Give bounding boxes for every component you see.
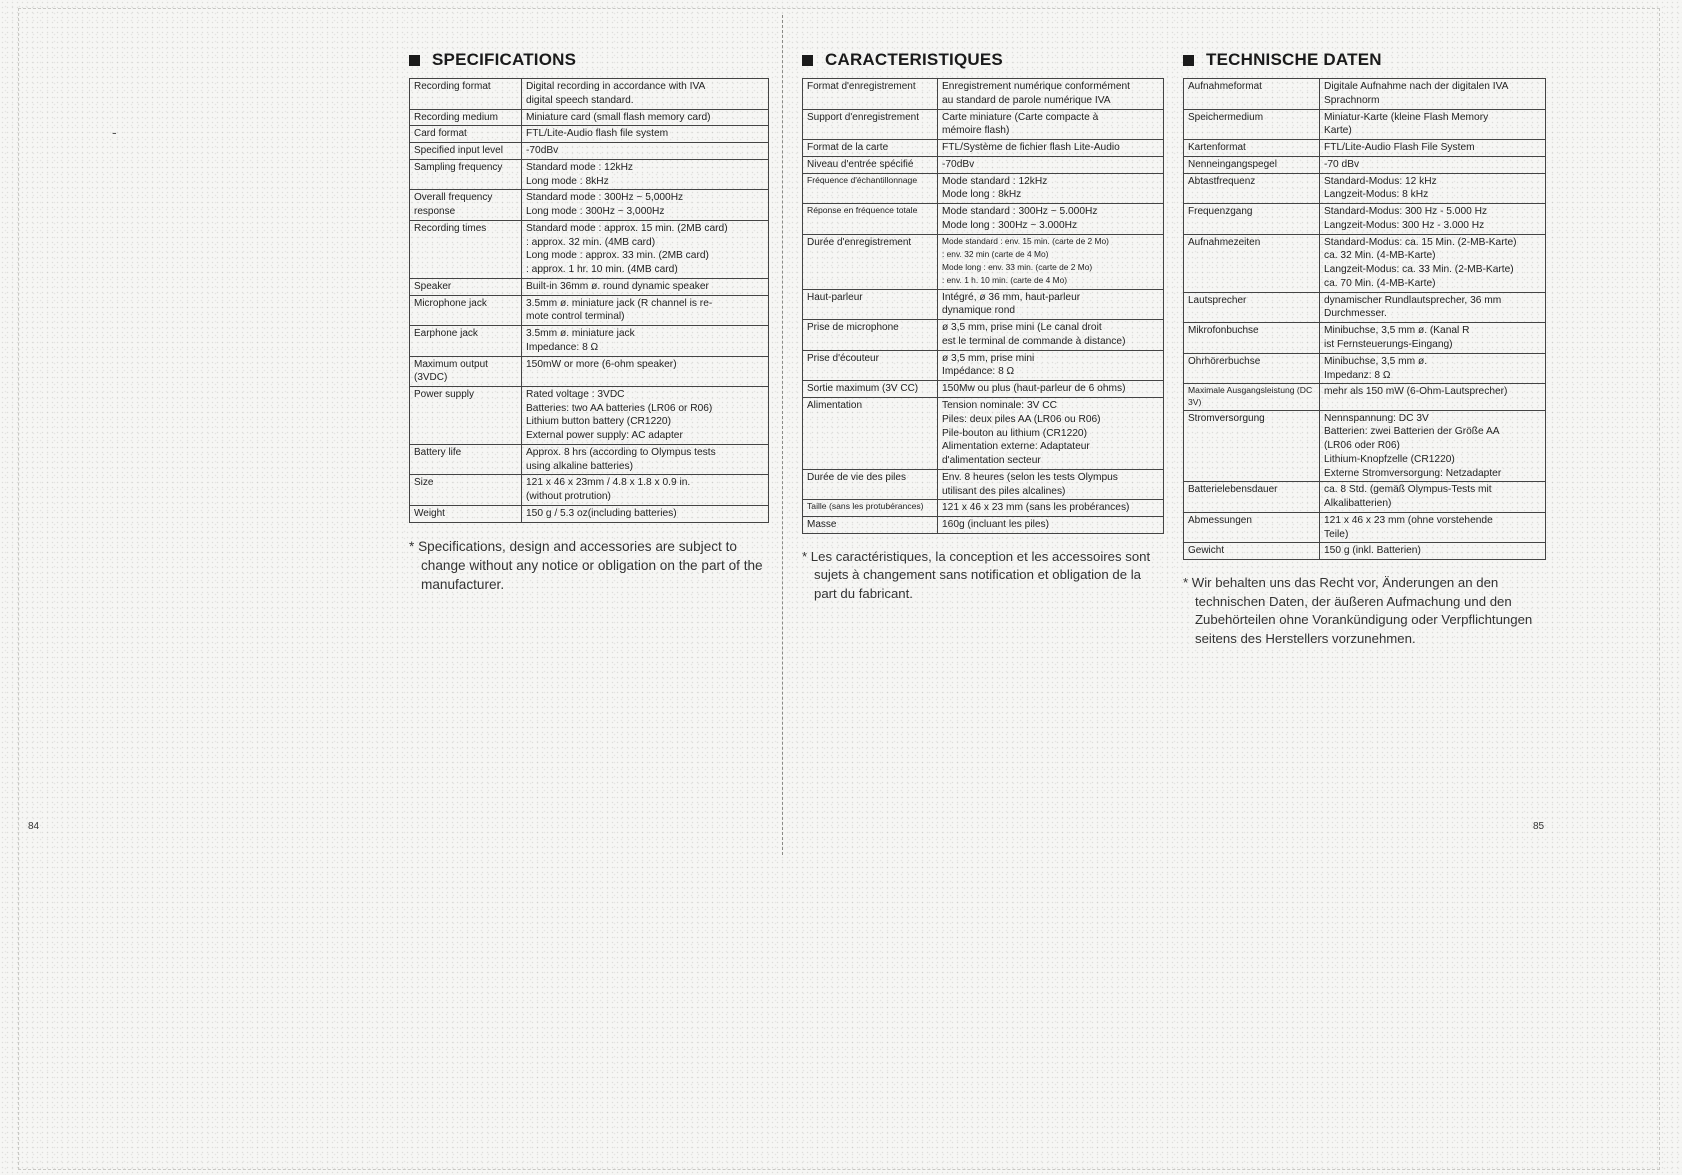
spec-value-line: Externe Stromversorgung: Netzadapter: [1324, 467, 1502, 479]
spec-value-line: Digitale Aufnahme nach der digitalen IVA: [1324, 81, 1509, 92]
spec-row: [1184, 204, 1546, 235]
spec-key: Nenneingangspegel: [1184, 156, 1320, 173]
spec-value: [1320, 482, 1546, 513]
spec-row: [410, 220, 769, 278]
specifications-column-french: [802, 50, 1164, 603]
specifications-column-german: [1183, 50, 1546, 648]
spec-value-line: Carte miniature (Carte compacte à: [942, 111, 1099, 123]
spec-value-line: 3.5mm ø. miniature jack (R channel is re-: [526, 297, 713, 309]
spec-value-line: Long mode : approx. 33 min. (2MB card): [526, 250, 709, 262]
spec-key: Aufnahmezeiten: [1184, 234, 1320, 292]
spec-value: [522, 475, 769, 506]
spec-key: Prise d'écouteur: [803, 350, 938, 381]
spec-key: Weight: [410, 505, 522, 522]
spec-value-line: Built-in 36mm ø. round dynamic speaker: [526, 280, 709, 292]
spec-value: [1320, 173, 1546, 204]
spec-key: Haut-parleur: [803, 289, 938, 320]
spec-row: [1184, 79, 1546, 110]
spec-value-line: Piles: deux piles AA (LR06 ou R06): [942, 413, 1101, 425]
spec-row: [1184, 543, 1546, 560]
spec-key: Support d'enregistrement: [803, 109, 938, 140]
spec-value-line: -70dBv: [942, 158, 975, 170]
page-number-right: 85: [1533, 821, 1545, 832]
spec-key: Niveau d'entrée spécifié: [803, 156, 938, 173]
spec-value-line: 121 x 46 x 23mm / 4.8 x 1.8 x 0.9 in.: [526, 477, 691, 489]
spec-key: Lautsprecher: [1184, 292, 1320, 323]
spec-key: Taille (sans les protubérances): [803, 500, 938, 517]
spec-value: [938, 289, 1164, 320]
spec-row: [1184, 292, 1546, 323]
spec-key: Durée de vie des piles: [803, 469, 938, 500]
spec-value-line: (without protrution): [526, 491, 611, 503]
spec-value-line: Pile-bouton au lithium (CR1220): [942, 427, 1087, 439]
spec-value: [938, 398, 1164, 470]
spec-key: Card format: [410, 126, 522, 143]
spec-value: [938, 173, 1164, 204]
spec-value-line: Enregistrement numérique conformément: [942, 81, 1130, 92]
spec-value: [1320, 353, 1546, 384]
spec-value: [1320, 79, 1546, 110]
spec-key: Aufnahmeformat: [1184, 79, 1320, 110]
spec-row: [1184, 384, 1546, 410]
spec-row: [410, 444, 769, 475]
spec-row: [1184, 353, 1546, 384]
section-heading-english: [409, 50, 769, 70]
spec-value-line: 121 x 46 x 23 mm (ohne vorstehende: [1324, 514, 1493, 526]
spec-value: [522, 159, 769, 190]
spec-row: [410, 505, 769, 522]
spec-value-line: 121 x 46 x 23 mm (sans les probérances): [942, 502, 1130, 514]
spec-value: [938, 381, 1164, 398]
spec-value: [1320, 384, 1546, 410]
spec-row: [803, 140, 1164, 157]
spec-value-line: FTL/Lite-Audio Flash File System: [1324, 142, 1475, 154]
spec-row: [410, 386, 769, 444]
spec-value-line: Mode long : 300Hz ~ 3.000Hz: [942, 219, 1078, 231]
spec-value-line: (LR06 oder R06): [1324, 440, 1400, 452]
spec-value-line: Standard-Modus: 12 kHz: [1324, 175, 1437, 187]
spec-value-line: dynamischer Rundlautsprecher, 36 mm: [1324, 294, 1502, 306]
spec-value-line: Mode long : env. 33 min. (carte de 2 Mo): [942, 261, 1093, 272]
spec-value-line: Miniatur-Karte (kleine Flash Memory: [1324, 111, 1489, 123]
spec-value-line: FTL/Système de fichier flash Lite-Audio: [942, 142, 1120, 154]
spec-value-line: au standard de parole numérique IVA: [942, 94, 1111, 106]
spec-value-line: Mode long : 8kHz: [942, 189, 1022, 201]
spec-value-line: : approx. 1 hr. 10 min. (4MB card): [526, 264, 678, 276]
spec-value-line: Impédance: 8 Ω: [942, 366, 1015, 378]
spec-key: Abmessungen: [1184, 512, 1320, 543]
spec-key: Alimentation: [803, 398, 938, 470]
spec-table-body: [803, 79, 1164, 534]
spec-value: [522, 356, 769, 386]
spec-value-line: -70 dBv: [1324, 158, 1360, 170]
spec-key: Abtastfrequenz: [1184, 173, 1320, 204]
spec-value-line: mehr als 150 mW (6-Ohm-Lautsprecher): [1324, 386, 1508, 398]
spec-value: [1320, 292, 1546, 323]
spec-value-line: Alimentation externe: Adaptateur: [942, 441, 1090, 453]
spec-value-line: 150 g / 5.3 oz(including batteries): [526, 507, 677, 519]
spec-row: [1184, 512, 1546, 543]
footnote-english: * Specifications, design and accessories are subject to change without any notice or obligation on the part of the manufacturer.: [409, 538, 763, 592]
spec-row: [1184, 140, 1546, 157]
spec-value: [938, 204, 1164, 235]
spec-key: Format d'enregistrement: [803, 79, 938, 110]
spec-key: Réponse en fréquence totale: [803, 204, 938, 235]
spec-key: Recording medium: [410, 109, 522, 126]
spec-value-line: ø 3,5 mm, prise mini: [942, 352, 1035, 364]
spec-value-line: Rated voltage : 3VDC: [526, 388, 625, 400]
spec-value-line: Nennspannung: DC 3V: [1324, 412, 1429, 424]
spec-value: [1320, 156, 1546, 173]
spec-value-line: using alkaline batteries): [526, 460, 634, 472]
spec-key: Recording times: [410, 220, 522, 278]
spec-value-line: External power supply: AC adapter: [526, 430, 683, 442]
spec-value-line: Mode standard : env. 15 min. (carte de 2 Mo): [942, 235, 1109, 246]
spec-value-line: Durchmesser.: [1324, 308, 1387, 320]
spec-value-line: Karte): [1324, 125, 1352, 137]
spec-value: [938, 156, 1164, 173]
spec-row: [410, 126, 769, 143]
spec-row: [803, 234, 1164, 289]
spec-value: [1320, 140, 1546, 157]
spec-row: [410, 356, 769, 386]
spec-value-line: 160g (incluant les piles): [942, 519, 1050, 531]
spec-key: Earphone jack: [410, 326, 522, 357]
spec-row: [1184, 156, 1546, 173]
spec-key: Mikrofonbuchse: [1184, 323, 1320, 354]
spec-value: [522, 505, 769, 522]
spec-value: [522, 143, 769, 160]
spec-key: Size: [410, 475, 522, 506]
spec-row: [803, 500, 1164, 517]
spec-value-line: mote control terminal): [526, 311, 625, 323]
spec-value-line: est le terminal de commande à distance): [942, 335, 1126, 347]
spec-value-line: Impedanz: 8 Ω: [1324, 369, 1391, 381]
spec-value: [1320, 543, 1546, 560]
spec-value-line: Langzeit-Modus: 300 Hz - 3.000 Hz: [1324, 219, 1485, 231]
spec-value-line: digital speech standard.: [526, 94, 634, 106]
spec-value: [938, 109, 1164, 140]
spec-value-line: Langzeit-Modus: ca. 33 Min. (2-MB-Karte): [1324, 264, 1514, 276]
spec-value-line: Alkalibatterien): [1324, 498, 1392, 510]
spec-table-body: [1184, 79, 1546, 560]
spec-key: Fréquence d'échantillonnage: [803, 173, 938, 204]
square-bullet-icon: [802, 55, 813, 66]
spec-value: [1320, 512, 1546, 543]
spec-value-line: Minibuchse, 3,5 mm ø.: [1324, 355, 1428, 367]
spec-value-line: Digital recording in accordance with IVA: [526, 81, 706, 92]
spec-value-line: -70dBv: [526, 145, 559, 157]
spec-value-line: ist Fernsteuerungs-Eingang): [1324, 339, 1453, 351]
spec-value-line: Mode standard : 300Hz ~ 5.000Hz: [942, 206, 1098, 218]
spec-row: [803, 289, 1164, 320]
spec-value: [938, 79, 1164, 110]
spec-value-line: Batterien: zwei Batterien der Größe AA: [1324, 426, 1500, 438]
spec-key: Power supply: [410, 386, 522, 444]
spec-value: [938, 140, 1164, 157]
spec-row: [410, 79, 769, 110]
spec-value-line: Tension nominale: 3V CC: [942, 400, 1057, 412]
spec-value: [522, 109, 769, 126]
square-bullet-icon: [1183, 55, 1194, 66]
spec-row: [410, 295, 769, 326]
spec-row: [1184, 173, 1546, 204]
spec-value-line: Long mode : 300Hz ~ 3,000Hz: [526, 206, 665, 218]
spec-key: Format de la carte: [803, 140, 938, 157]
spec-value-line: : env. 1 h. 10 min. (carte de 4 Mo): [942, 274, 1068, 285]
spec-table-body: [410, 79, 769, 523]
spec-row: [1184, 482, 1546, 513]
spec-key: Overall frequency response: [410, 190, 522, 221]
spec-value: [1320, 204, 1546, 235]
spec-value-line: Env. 8 heures (selon les tests Olympus: [942, 471, 1118, 483]
section-heading-french: [802, 50, 1164, 70]
spec-table-english: [409, 78, 769, 523]
spec-value: [522, 126, 769, 143]
spec-value-line: Standard mode : 300Hz ~ 5,000Hz: [526, 192, 684, 204]
spec-row: [803, 320, 1164, 351]
spec-key: Speichermedium: [1184, 109, 1320, 140]
spec-row: [410, 278, 769, 295]
spec-value-line: Intégré, ø 36 mm, haut-parleur: [942, 291, 1081, 303]
spec-row: [803, 350, 1164, 381]
spec-value-line: Long mode : 8kHz: [526, 175, 609, 187]
spec-row: [803, 156, 1164, 173]
spec-value: [938, 500, 1164, 517]
spec-key: Stromversorgung: [1184, 410, 1320, 482]
spec-value-line: ca. 8 Std. (gemäß Olympus-Tests mit: [1324, 484, 1492, 496]
spec-row: [1184, 410, 1546, 482]
spec-value-line: Lithium button battery (CR1220): [526, 416, 671, 428]
spec-key: Sortie maximum (3V CC): [803, 381, 938, 398]
spec-row: [410, 143, 769, 160]
scan-mark: ‐: [112, 124, 117, 140]
spec-value-line: Minibuchse, 3,5 mm ø. (Kanal R: [1324, 325, 1470, 337]
spec-value-line: dynamique rond: [942, 305, 1016, 317]
spec-row: [803, 79, 1164, 110]
spec-value: [522, 326, 769, 357]
spec-value: [1320, 323, 1546, 354]
spec-key: Specified input level: [410, 143, 522, 160]
spec-key: Maximum output (3VDC): [410, 356, 522, 386]
spec-value-line: Miniature card (small flash memory card): [526, 111, 711, 123]
spec-key: Frequenzgang: [1184, 204, 1320, 235]
spec-value-line: 3.5mm ø. miniature jack: [526, 328, 635, 340]
spec-row: [803, 469, 1164, 500]
spec-value: [938, 469, 1164, 500]
page-spine: [782, 15, 783, 855]
spec-row: [803, 381, 1164, 398]
spec-value: [938, 234, 1164, 289]
spec-row: [410, 326, 769, 357]
spec-table-french: [802, 78, 1164, 534]
spec-row: [803, 517, 1164, 534]
spec-value-line: ca. 32 Min. (4-MB-Karte): [1324, 250, 1436, 262]
spec-value-line: Lithium-Knopfzelle (CR1220): [1324, 453, 1455, 465]
spec-value-line: d'alimentation secteur: [942, 455, 1041, 467]
spec-row: [1184, 323, 1546, 354]
spec-value: [522, 278, 769, 295]
spec-value-line: Mode standard : 12kHz: [942, 175, 1048, 187]
section-heading-german: [1183, 50, 1546, 70]
spec-value: [1320, 234, 1546, 292]
spec-value-line: Langzeit-Modus: 8 kHz: [1324, 189, 1429, 201]
spec-value: [938, 517, 1164, 534]
square-bullet-icon: [409, 55, 420, 66]
spec-key: Recording format: [410, 79, 522, 110]
spec-row: [410, 109, 769, 126]
spec-key: Gewicht: [1184, 543, 1320, 560]
spec-value: [522, 220, 769, 278]
spec-key: Prise de microphone: [803, 320, 938, 351]
spec-value-line: FTL/Lite-Audio flash file system: [526, 128, 669, 140]
spec-value: [1320, 410, 1546, 482]
spec-key: Microphone jack: [410, 295, 522, 326]
spec-key: Battery life: [410, 444, 522, 475]
spec-key: Maximale Ausgangsleistung (DC 3V): [1184, 384, 1320, 410]
specifications-column-english: [409, 50, 769, 594]
heading-text: TECHNISCHE DATEN: [1206, 50, 1382, 69]
heading-text: SPECIFICATIONS: [432, 50, 577, 69]
spec-row: [1184, 234, 1546, 292]
spec-value-line: Approx. 8 hrs (according to Olympus tests: [526, 446, 716, 458]
spec-value-line: Batteries: two AA batteries (LR06 or R06): [526, 402, 713, 414]
spec-row: [1184, 109, 1546, 140]
spec-row: [803, 109, 1164, 140]
heading-text: CARACTERISTIQUES: [825, 50, 1003, 69]
spec-row: [410, 159, 769, 190]
spec-key: Masse: [803, 517, 938, 534]
spec-value: [938, 320, 1164, 351]
spec-key: Durée d'enregistrement: [803, 234, 938, 289]
spec-value-line: : env. 32 min (carte de 4 Mo): [942, 248, 1049, 259]
spec-value-line: mémoire flash): [942, 125, 1010, 137]
spec-value-line: ca. 70 Min. (4-MB-Karte): [1324, 277, 1436, 289]
spec-key: Ohrhörerbuchse: [1184, 353, 1320, 384]
spec-value-line: ø 3,5 mm, prise mini (Le canal droit: [942, 322, 1102, 334]
spec-value-line: Standard mode : approx. 15 min. (2MB card): [526, 222, 728, 234]
spec-value-line: : approx. 32 min. (4MB card): [526, 236, 656, 248]
spec-value-line: 150mW or more (6-ohm speaker): [526, 358, 677, 370]
spec-key: Speaker: [410, 278, 522, 295]
spec-value-line: 150Mw ou plus (haut-parleur de 6 ohms): [942, 383, 1126, 395]
spec-value: [522, 190, 769, 221]
spec-value: [1320, 109, 1546, 140]
spec-value-line: Standard-Modus: ca. 15 Min. (2-MB-Karte): [1324, 236, 1517, 248]
spec-value-line: utilisant des piles alcalines): [942, 485, 1066, 497]
spec-key: Batterielebensdauer: [1184, 482, 1320, 513]
spec-value: [522, 295, 769, 326]
spec-value: [522, 79, 769, 110]
spec-value-line: Impedance: 8 Ω: [526, 342, 599, 354]
spec-row: [803, 173, 1164, 204]
spec-value: [938, 350, 1164, 381]
spec-value: [522, 386, 769, 444]
spec-row: [803, 398, 1164, 470]
page-number-left: 84: [28, 821, 40, 832]
spec-value-line: 150 g (inkl. Batterien): [1324, 545, 1421, 557]
footnote-german: * Wir behalten uns das Recht vor, Änderungen an den technischen Daten, der äußeren Aufmachung und den Zubehörteilen ohne Vorankündigung oder Verpflichtungen seitens des Herstellers vorzunehmen.: [1183, 575, 1533, 646]
spec-table-german: [1183, 78, 1546, 560]
spec-key: Sampling frequency: [410, 159, 522, 190]
spec-value-line: Sprachnorm: [1324, 94, 1380, 106]
footnote-french: * Les caractéristiques, la conception et les accessoires sont sujets à changement sans notification et obligation de la part du fabricant.: [802, 548, 1151, 601]
spec-key: Kartenformat: [1184, 140, 1320, 157]
spec-row: [803, 204, 1164, 235]
spec-row: [410, 475, 769, 506]
spec-value: [522, 444, 769, 475]
spec-value-line: Teile): [1324, 528, 1349, 540]
spec-value-line: Standard mode : 12kHz: [526, 161, 634, 173]
spec-row: [410, 190, 769, 221]
spec-value-line: Standard-Modus: 300 Hz - 5.000 Hz: [1324, 206, 1488, 218]
